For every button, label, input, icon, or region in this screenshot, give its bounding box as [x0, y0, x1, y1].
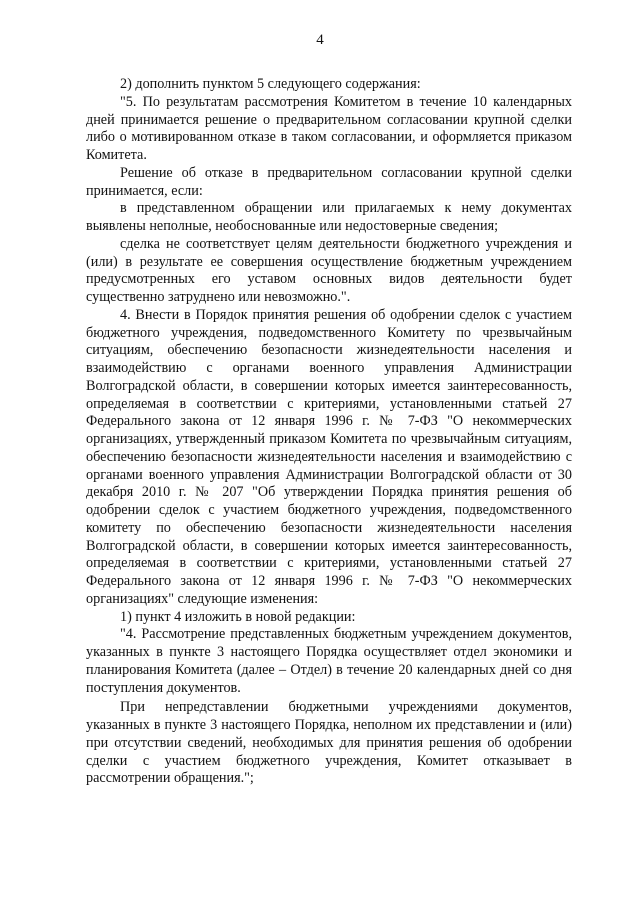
- paragraph-point-5: "5. По результатам рассмотрения Комитетом в течение 10 календарных дней принимается решение о предварительном согласовании крупной сделки либо о мотивированном отказе в таком согласовании, и оформляется приказом Комитета.: [86, 93, 572, 163]
- paragraph-refusal-reason-1: в представленном обращении или прилагаемых к нему документах выявлены неполные, необоснованные или недостоверные сведения;: [86, 200, 572, 234]
- paragraph-refusal-reason-2: сделка не соответствует целям деятельности бюджетного учреждения и (или) в результате ее совершения осуществление бюджетным учреждением предусмотренных его уставом основных видов деятельности будет существенно затруднено или невозможно.".: [86, 235, 572, 305]
- paragraph-refusal-decision: Решение об отказе в предварительном согласовании крупной сделки принимается, если:: [86, 164, 572, 199]
- document-body: [86, 76, 572, 788]
- paragraph-point-4: "4. Рассмотрение представленных бюджетным учреждением документов, указанных в пункте 3 настоящего Порядка осуществляет отдел экономики и планирования Комитета (далее – Отдел) в течение 20 календарных дней со дня поступления документов.: [86, 626, 572, 696]
- paragraph-new-edition-item-1: 1) пункт 4 изложить в новой редакции:: [120, 608, 356, 625]
- page-number: 4: [316, 32, 324, 48]
- paragraph-non-submission: При непредставлении бюджетными учреждениями документов, указанных в пункте 3 настоящего Порядка, неполном их представлении и (или) при отсутствии сведений, необходимых для принятия решения об одобрении сделки с участием бюджетного учреждения, Комитет отказывает в рассмотрении обращения.";: [86, 699, 572, 787]
- paragraph-section-4: 4. Внести в Порядок принятия решения об одобрении сделок с участием бюджетного учреждения, подведомственного Комитету по чрезвычайным ситуациям, обеспечению безопасности жизнедеятельности населения и взаимодействию с органами военного управления Администрации Волгоградской области, в совершении которых имеется заинтересованность, определяемая в соответствии с критериями, установленными статьей 27 Федерального закона от 12 января 1996 г. № 7-ФЗ "О некоммерческих организациях, утвержденный приказом Комитета по чрезвычайным ситуациям, обеспечению безопасности жизнедеятельности населения и взаимодействию с органами военного управления Администрации Волгоградской области от 30 декабря 2010 г. № 207 "Об утверждении Порядка принятия решения об одобрении сделок с участием бюджетного учреждения, подведомственного комитету по обеспечению безопасности жизнедеятельности населения Волгоградской области, в совершении которых имеется заинтересованность, определяемая в соответствии с критериями, установленными статьей 27 Федерального закона от 12 января 1996 г. № 7-ФЗ "О некоммерческих организациях" следующие изменения:: [86, 306, 572, 607]
- paragraph-amendment-item-2: 2) дополнить пунктом 5 следующего содержания:: [120, 76, 421, 92]
